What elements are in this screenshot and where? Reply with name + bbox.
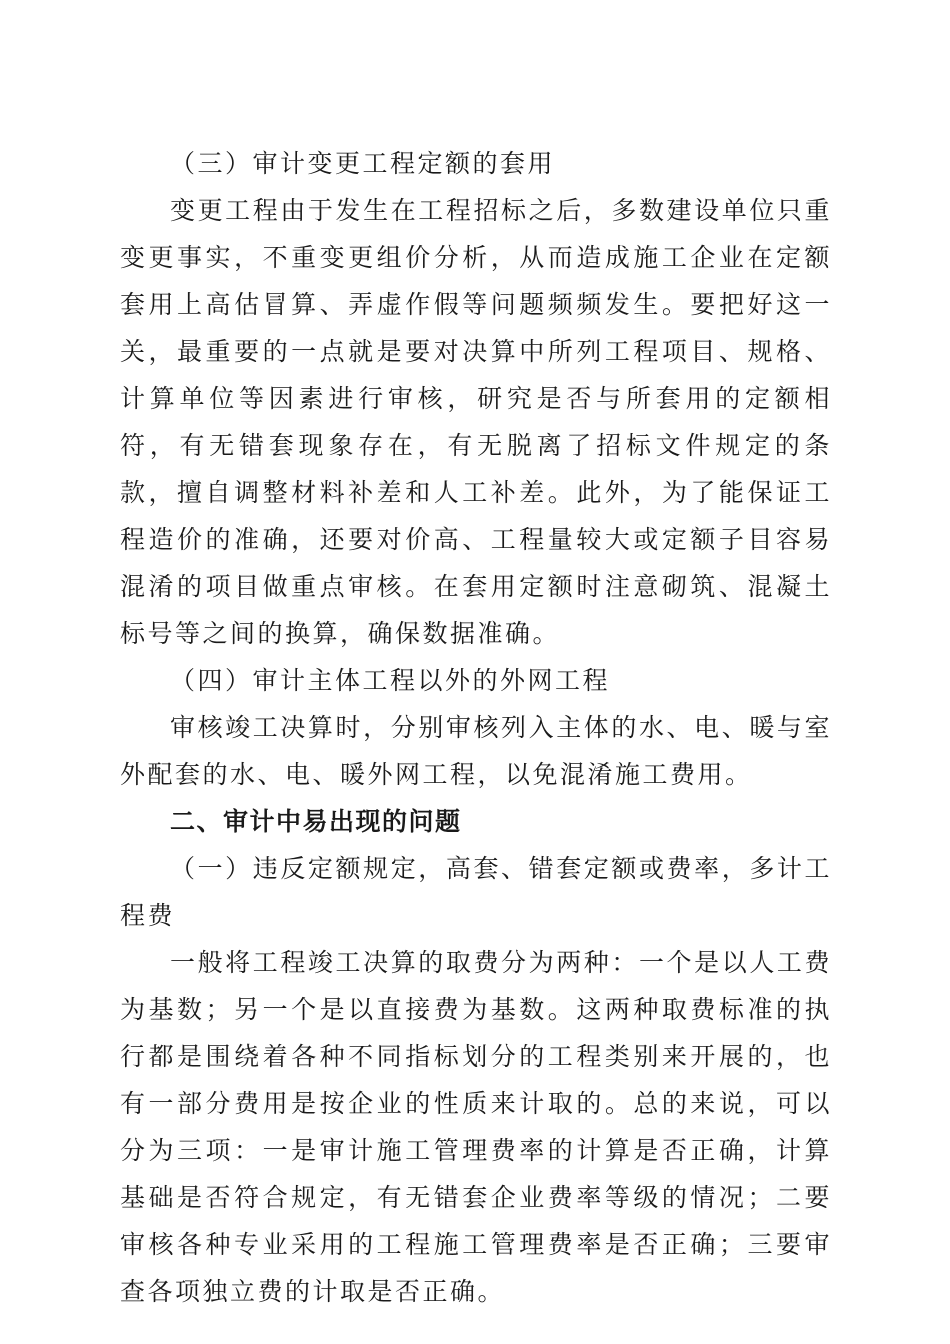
section-two-title: 二、审计中易出现的问题 — [170, 807, 462, 836]
document-body — [120, 140, 832, 1315]
paragraph-change-engineering: 变更工程由于发生在工程招标之后，多数建设单位只重变更事实，不重变更组价分析，从而造成施工企业在定额套用上高估冒算、弄虚作假等问题频频发生。要把好这一关，最重要的一点就是要对决算中所列工程项目、规格、计算单位等因素进行审核，研究是否与所套用的定额相符，有无错套现象存在，有无脱离了招标文件规定的条款，擅自调整材料补差和人工补差。此外，为了能保证工程造价的准确，还要对价高、工程量较大或定额子目容易混淆的项目做重点审核。在套用定额时注意砌筑、混凝土标号等之间的换算，确保数据准确。 — [120, 196, 832, 648]
subheading-three: （三）审计变更工程定额的套用 — [170, 149, 556, 178]
paragraph-fee-calculation: 一般将工程竣工决算的取费分为两种：一个是以人工费为基数；另一个是以直接费为基数。这两种取费标准的执行都是围绕着各种不同指标划分的工程类别来开展的，也有一部分费用是按企业的性质来计取的。总的来说，可以分为三项：一是审计施工管理费率的计算是否正确，计算基础是否符合规定，有无错套企业费率等级的情况；二要审核各种专业采用的工程施工管理费率是否正确；三要审查各项独立费的计取是否正确。 — [120, 948, 832, 1306]
subheading-one: （一）违反定额规定，高套、错套定额或费率，多计工程费 — [120, 854, 832, 930]
subheading-four: （四）审计主体工程以外的外网工程 — [170, 666, 611, 695]
paragraph-external-network: 审核竣工决算时，分别审核列入主体的水、电、暖与室外配套的水、电、暖外网工程，以免混淆施工费用。 — [120, 713, 832, 789]
